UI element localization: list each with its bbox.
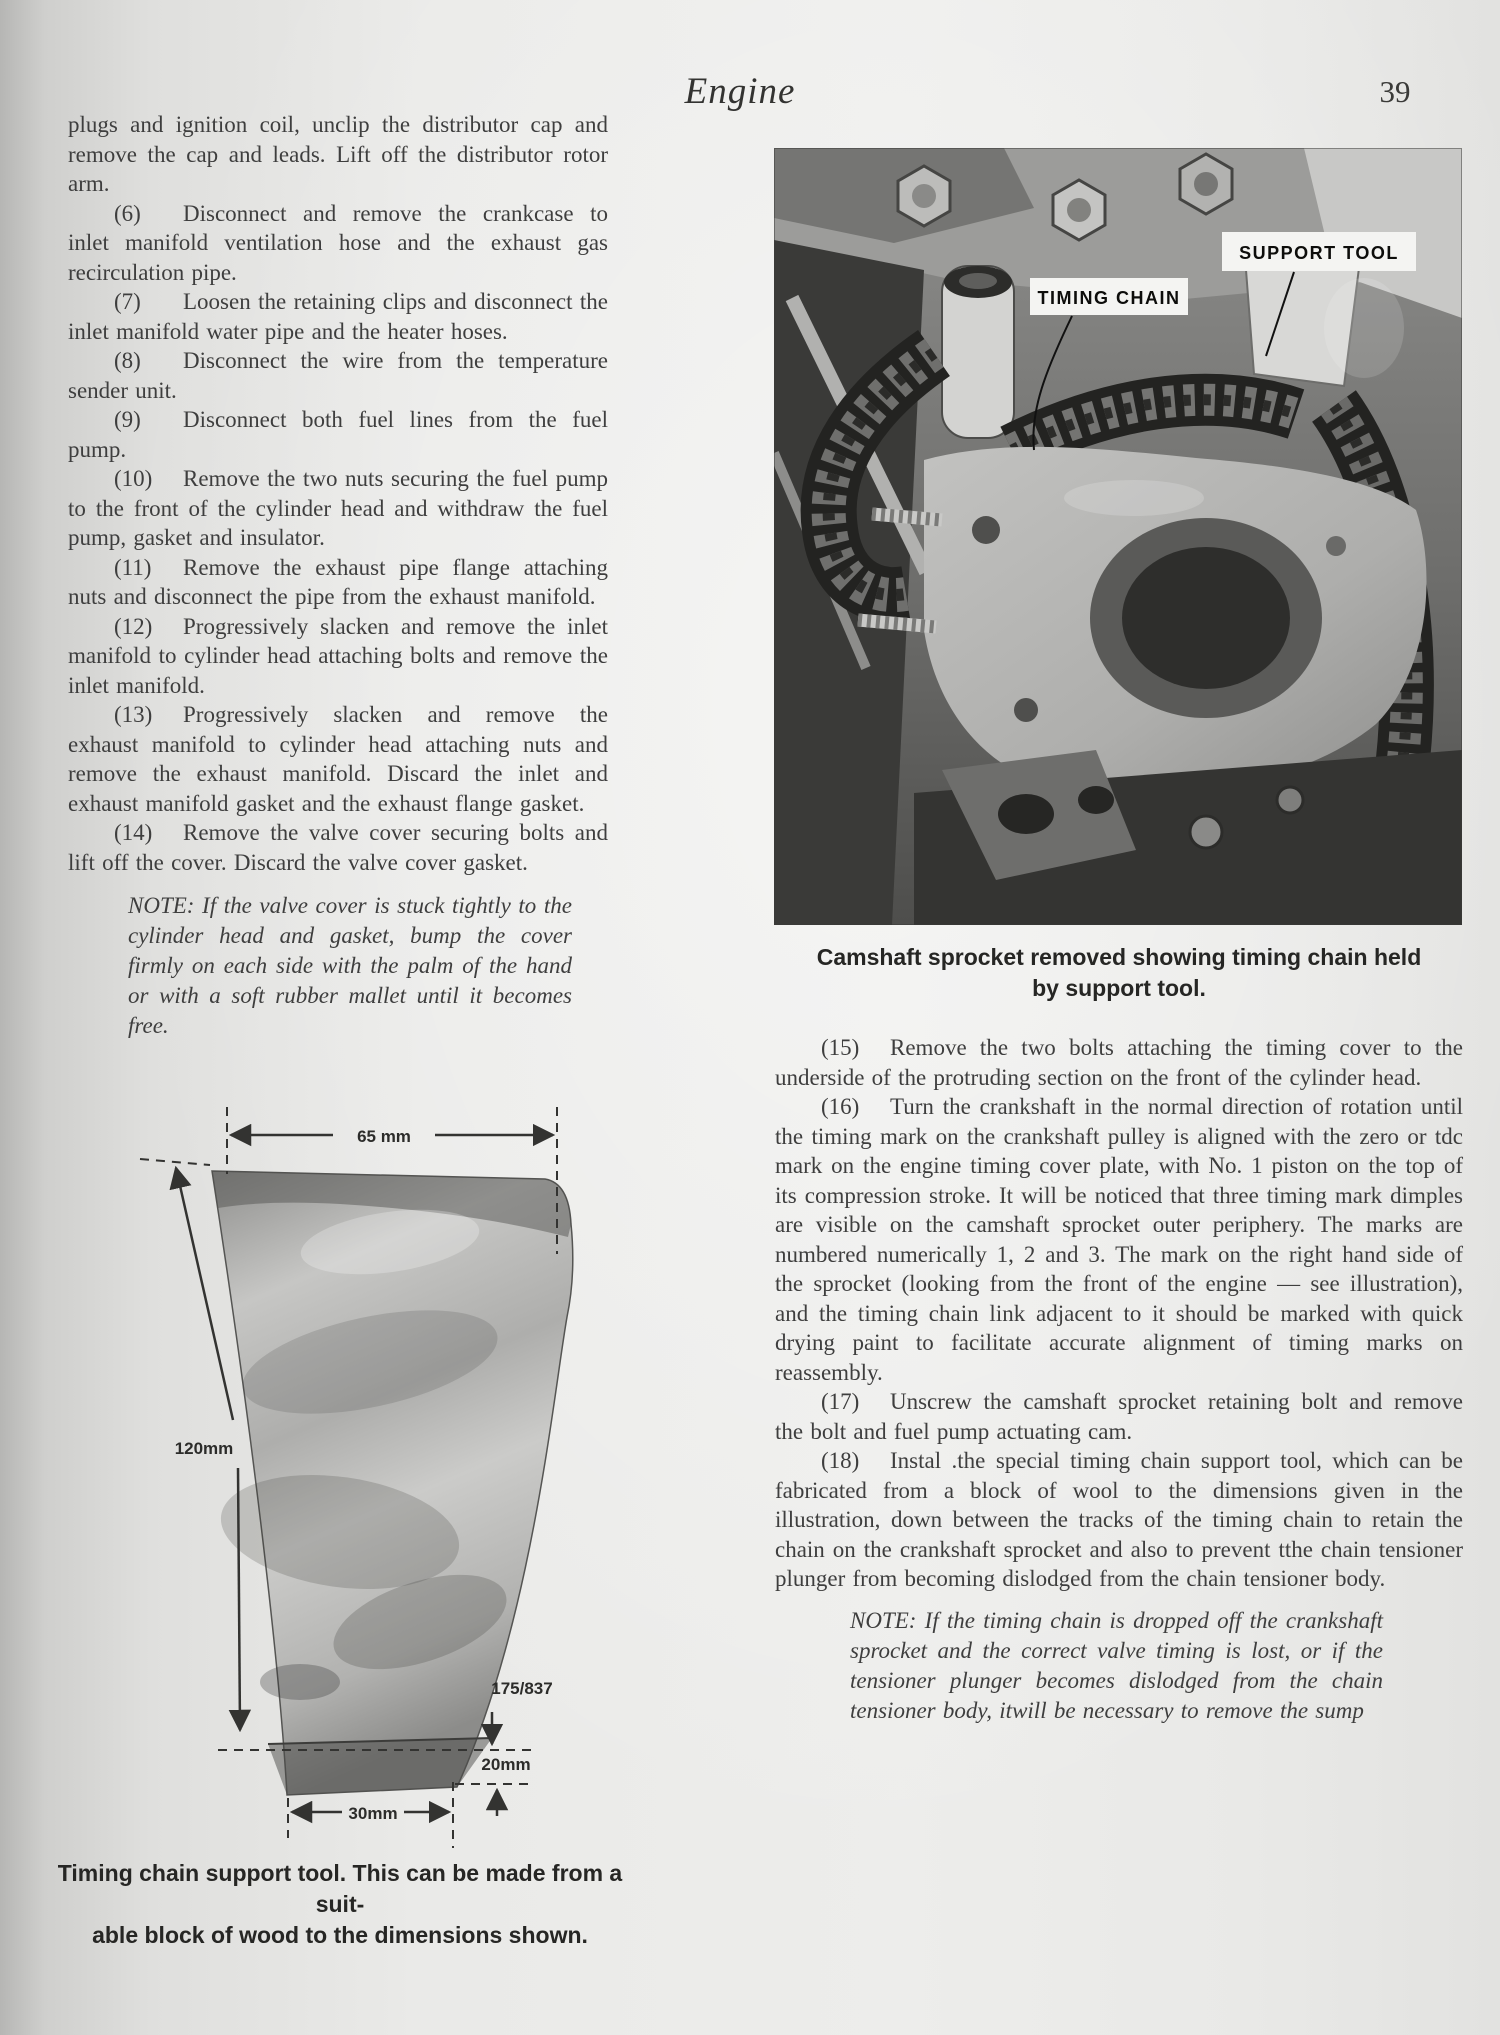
dim-height-label: 120mm — [174, 1439, 234, 1458]
support-tool-diagram — [40, 1062, 680, 1854]
spacer-tube — [942, 266, 1014, 438]
figure-caption — [40, 1858, 640, 1951]
engine-photo-illustration — [774, 148, 1462, 925]
photo-caption — [775, 942, 1463, 1004]
left-column — [68, 110, 608, 1041]
highlight — [1324, 278, 1404, 378]
wood-block-photo — [212, 1171, 573, 1795]
step-text: Unscrew the camshaft sprocket retaining bolt and remove the bolt and fuel pump actuating cam. — [775, 1389, 1463, 1444]
bolt-head — [1190, 816, 1222, 848]
step-number: (11) — [114, 554, 152, 580]
support-tool-figure — [40, 1062, 680, 1854]
hex-nut — [1053, 180, 1105, 240]
step-10 — [68, 464, 608, 553]
part-number-label: 175/837 — [491, 1679, 553, 1698]
right-column — [775, 1033, 1463, 1726]
step-number: (10) — [114, 466, 153, 491]
step-text: Disconnect both fuel lines from the fuel pump. — [68, 407, 608, 462]
hex-nut — [898, 166, 950, 226]
step-number: (6) — [114, 200, 141, 226]
paragraph-intro: plugs and ignition coil, unclip the distributor cap and remove the cap and leads. Lift off the distributor rotor arm. — [68, 112, 608, 196]
engine-photo — [774, 148, 1462, 925]
step-text: Remove the two bolts attaching the timing cover to the underside of the protruding section on the front of the cylinder head. — [775, 1035, 1463, 1090]
note-timing-chain: NOTE: If the timing chain is dropped off the crankshaft sprocket and the correct valve timing is lost, or if the tensioner plunger becomes dislodged from the chain tensioner body, itwill be necessary to remove the sump — [850, 1607, 1383, 1723]
step-number: (15) — [821, 1035, 860, 1060]
step-12 — [68, 612, 608, 701]
step-11 — [68, 553, 608, 612]
step-text: Loosen the retaining clips and disconnect the inlet manifold water pipe and the heater hoses. — [68, 289, 608, 344]
step-number: (16) — [821, 1094, 860, 1119]
dim-base-width-label: 30mm — [348, 1804, 398, 1823]
step-number: (14) — [114, 820, 153, 845]
photo-caption-line: by support tool. — [1032, 975, 1206, 1001]
wood-knot — [260, 1664, 340, 1700]
step-number: (8) — [114, 348, 141, 373]
step-13 — [68, 700, 608, 818]
step-number: (7) — [114, 289, 141, 314]
step-18 — [775, 1446, 1463, 1594]
note-valve-cover: NOTE: If the valve cover is stuck tightly to the cylinder head and gasket, bump the cover firmly on each side with the palm of the hand or with a soft rubber mallet until it becomes free. — [128, 893, 572, 1038]
step-6 — [68, 199, 608, 288]
page-number: 39 — [1379, 74, 1411, 109]
bolt-head — [1277, 787, 1303, 813]
hex-nut — [1180, 154, 1232, 214]
step-text: Remove the valve cover securing bolts and lift off the cover. Discard the valve cover gasket. — [68, 820, 608, 875]
dim-top-width-label: 65 mm — [357, 1127, 411, 1146]
step-text: Instal .the special timing chain support tool, which can be fabricated from a block of wool to the dimensions given in the illustration, down between the tracks of the timing chain to retain the chain on the crankshaft sprocket and also to prevent tthe chain tensioner plunger from becoming dislodged from the chain tensioner body. — [775, 1448, 1463, 1591]
page-title: Engine — [684, 71, 796, 112]
step-14 — [68, 818, 608, 877]
step-text: Remove the two nuts securing the fuel pump to the front of the cylinder head and withdraw the fuel pump, gasket and insulator. — [68, 466, 608, 550]
step-number: (9) — [114, 407, 141, 432]
timing-chain-label: TIMING CHAIN — [1037, 288, 1181, 308]
step-text: Progressively slacken and remove the inlet manifold to cylinder head attaching bolts and remove the inlet manifold. — [68, 613, 608, 698]
step-8 — [68, 346, 608, 405]
step-7 — [68, 287, 608, 346]
step-text: Remove the exhaust pipe flange attaching nuts and disconnect the pipe from the exhaust manifold. — [68, 554, 608, 609]
highlight — [1064, 480, 1204, 516]
step-number: (12) — [114, 613, 153, 639]
step-text: Turn the crankshaft in the normal direction of rotation until the timing mark on the crankshaft pulley is aligned with the zero or tdc mark on the engine timing cover plate, with No. 1 piston on the top of its compression stroke. It will be noticed that three timing mark dimples are visible on the camshaft sprocket outer periphery. The marks are numbered numerically 1, 2 and 3. The mark on the right hand side of the sprocket (looking from the front of the engine — see illustration), and the timing chain link adjacent to it should be marked with quick drying paint to facilitate accurate alignment of timing marks on reassembly. — [775, 1094, 1463, 1385]
dim-base-height-label: 20mm — [481, 1755, 531, 1774]
figure-caption-line: Timing chain support tool. This can be made from a suit- — [57, 1860, 623, 1917]
step-16 — [775, 1092, 1463, 1387]
step-17 — [775, 1387, 1463, 1446]
support-tool-label: SUPPORT TOOL — [1239, 243, 1399, 263]
step-number: (13) — [114, 702, 153, 727]
step-15 — [775, 1033, 1463, 1092]
flange-port — [1078, 786, 1114, 814]
step-text: Disconnect and remove the crankcase to inlet manifold ventilation hose and the exhaust gas recirculation pipe. — [68, 200, 608, 285]
base-bevel-band — [268, 1738, 492, 1795]
flange-port — [998, 794, 1054, 834]
step-9 — [68, 405, 608, 464]
step-number: (18) — [821, 1448, 860, 1473]
step-text: Progressively slacken and remove the exhaust manifold to cylinder head attaching nuts and remove the exhaust manifold. Discard the inlet and exhaust manifold gasket and the exhaust flange gasket. — [68, 702, 608, 816]
step-text: Disconnect the wire from the temperature sender unit. — [68, 348, 608, 403]
figure-caption-line: able block of wood to the dimensions shown. — [92, 1922, 588, 1948]
photo-caption-line: Camshaft sprocket removed showing timing chain held — [816, 944, 1422, 970]
step-number: (17) — [821, 1389, 860, 1414]
